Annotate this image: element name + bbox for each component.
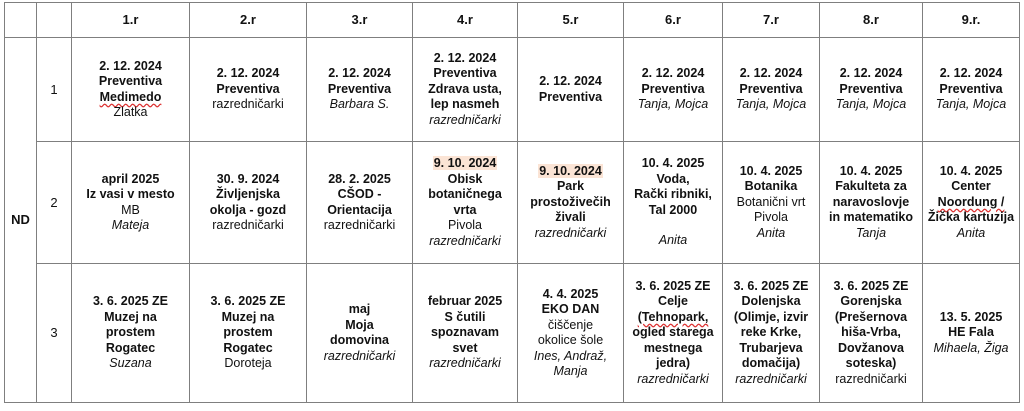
cell-line: 10. 4. 2025 bbox=[839, 163, 903, 178]
cell-line: Doroteja bbox=[224, 356, 272, 371]
activity-cell bbox=[413, 142, 518, 264]
cell-line: februar 2025 bbox=[427, 294, 503, 309]
cell-line: Zlatka bbox=[113, 105, 148, 119]
cell-line: živali bbox=[555, 210, 586, 225]
cell-line: razredničarki bbox=[429, 112, 501, 127]
activity-cell bbox=[820, 38, 923, 142]
cell-line: jedra) bbox=[655, 356, 691, 371]
cell-line: 2. 12. 2024 bbox=[739, 66, 803, 81]
cell-line: razredničarki bbox=[534, 225, 607, 240]
cell-line: 3. 6. 2025 ZE bbox=[833, 278, 909, 293]
activity-cell bbox=[307, 38, 413, 142]
cell-line: Anita bbox=[956, 225, 986, 240]
cell-line: 10. 4. 2025 bbox=[641, 156, 705, 171]
cell-line: Iz vasi v mesto bbox=[86, 187, 175, 201]
cell-line: 10. 4. 2025 bbox=[939, 163, 1003, 178]
cell-line: domovina bbox=[329, 333, 390, 347]
cell-line: maj bbox=[348, 302, 371, 316]
cell-line: (Olimje, izvir bbox=[733, 309, 809, 324]
cell-line: 3. 6. 2025 ZE bbox=[210, 294, 286, 309]
cell-line: april 2025 bbox=[101, 171, 160, 186]
cell-line: Preventiva bbox=[433, 66, 497, 81]
cell-line: Življenjska bbox=[216, 187, 280, 201]
activity-cell bbox=[723, 264, 820, 403]
cell-line: Botanični vrt bbox=[736, 194, 806, 209]
cell-line: Orientacija bbox=[327, 202, 392, 217]
cell-line: lep nasmeh bbox=[430, 97, 500, 112]
cell-line: CŠOD - bbox=[337, 187, 382, 201]
cell-line: 3. 6. 2025 ZE bbox=[733, 278, 809, 293]
activity-cell bbox=[624, 142, 723, 264]
cell-line: 10. 4. 2025 bbox=[739, 163, 803, 178]
cell-line: Tanja, Mojca bbox=[735, 97, 807, 112]
cell-line: Tanja, Mojca bbox=[935, 97, 1007, 112]
activity-cell bbox=[190, 264, 307, 403]
cell-line: Gorenjska bbox=[840, 294, 902, 309]
cell-line: Anita bbox=[756, 225, 786, 240]
cell-line: prostem bbox=[105, 325, 156, 340]
cell-spacer bbox=[626, 218, 720, 233]
cell-line: Žička kartuzija bbox=[927, 210, 1015, 225]
row-number: 1 bbox=[37, 38, 72, 142]
cell-line: razredničarki bbox=[212, 218, 284, 232]
header-grade-8: 8.r bbox=[820, 3, 923, 38]
cell-line: Dolenjska bbox=[741, 294, 801, 309]
cell-line: reke Krke, bbox=[740, 325, 802, 340]
cell-line: 30. 9. 2024 bbox=[216, 171, 280, 186]
activity-cell bbox=[723, 142, 820, 264]
cell-line: S čutili bbox=[444, 309, 486, 324]
cell-line: Rogatec bbox=[105, 340, 156, 355]
activity-cell bbox=[72, 142, 190, 264]
highlighted-date: 9. 10. 2024 bbox=[433, 156, 497, 170]
cell-line: Rački ribniki, bbox=[634, 187, 712, 202]
cell-line: svet bbox=[452, 340, 478, 355]
cell-line: okolja - gozd bbox=[209, 202, 287, 217]
activity-cell bbox=[624, 38, 723, 142]
cell-line: Manja bbox=[553, 364, 588, 378]
cell-line: Botanika bbox=[744, 179, 798, 194]
cell-line: Obisk bbox=[447, 171, 483, 186]
cell-line: razredničarki bbox=[212, 97, 284, 112]
cell-line bbox=[74, 90, 187, 106]
header-grade-7: 7.r bbox=[723, 3, 820, 38]
cell-line: Tanja, Mojca bbox=[835, 97, 907, 112]
cell-line: soteska) bbox=[845, 356, 897, 371]
activity-cell bbox=[820, 142, 923, 264]
cell-line: Rogatec bbox=[223, 340, 273, 355]
cell-line: ogled starega bbox=[632, 325, 714, 340]
cell-line: domačija) bbox=[741, 356, 801, 371]
cell-line bbox=[925, 195, 1017, 211]
cell-line: 3. 6. 2025 ZE bbox=[635, 278, 711, 293]
cell-line: hiša-Vrba, bbox=[841, 325, 901, 340]
cell-line: prostoživečih bbox=[530, 194, 611, 209]
cell-line: Preventiva bbox=[839, 81, 903, 96]
header-grade-9: 9.r. bbox=[923, 3, 1020, 38]
cell-line: Preventiva bbox=[939, 81, 1003, 96]
activity-cell bbox=[307, 264, 413, 403]
cell-line: naravoslovje bbox=[832, 194, 910, 209]
cell-line: 2. 12. 2024 bbox=[939, 66, 1003, 81]
schedule-row-2 bbox=[5, 142, 1020, 264]
group-label: ND bbox=[5, 38, 37, 403]
row-number: 3 bbox=[37, 264, 72, 403]
activity-cell bbox=[72, 38, 190, 142]
cell-line: 2. 12. 2024 bbox=[539, 74, 602, 88]
cell-line: HE Fala bbox=[948, 325, 994, 340]
cell-line: Celje bbox=[658, 294, 688, 309]
cell-line: Zdrava usta, bbox=[428, 81, 502, 96]
header-grade-6: 6.r bbox=[624, 3, 723, 38]
cell-line bbox=[626, 310, 720, 326]
cell-line: 2. 12. 2024 bbox=[839, 66, 903, 81]
cell-line: Preventiva bbox=[739, 81, 803, 96]
activity-cell bbox=[923, 38, 1020, 142]
cell-line: okolice šole bbox=[537, 333, 604, 347]
spellcheck-underlined-text: Noordung / bbox=[937, 194, 1005, 209]
activity-cell bbox=[190, 38, 307, 142]
cell-line: Preventiva bbox=[641, 81, 705, 96]
cell-line: Anita bbox=[658, 233, 688, 248]
activity-cell bbox=[518, 38, 624, 142]
header-grade-4: 4.r bbox=[413, 3, 518, 38]
cell-line: Voda, bbox=[656, 171, 690, 186]
cell-line: in matematiko bbox=[828, 210, 914, 225]
activity-cell bbox=[72, 264, 190, 403]
cell-line: Fakulteta za bbox=[835, 179, 907, 194]
cell-line: čiščenje bbox=[547, 317, 594, 332]
activity-cell bbox=[307, 142, 413, 264]
cell-line: 2. 12. 2024 bbox=[433, 50, 497, 65]
cell-line: Pivola bbox=[753, 210, 789, 225]
cell-line: Ines, Andraž, bbox=[533, 348, 608, 363]
cell-line: Muzej na bbox=[221, 309, 275, 324]
highlighted-date: 9. 10. 2024 bbox=[539, 163, 602, 178]
cell-line: prostem bbox=[223, 325, 273, 340]
schedule-row-1 bbox=[5, 38, 1020, 142]
header-row bbox=[5, 3, 1020, 38]
cell-line: Moja bbox=[345, 317, 374, 332]
cell-line: 28. 2. 2025 bbox=[328, 171, 391, 186]
spellcheck-underlined-text: (Tehnopark, bbox=[637, 309, 709, 324]
cell-line: Park bbox=[556, 179, 585, 194]
header-cell-num bbox=[37, 3, 72, 38]
cell-line: Dovžanova bbox=[838, 340, 904, 355]
activity-cell bbox=[190, 142, 307, 264]
cell-line: vrta bbox=[453, 202, 477, 217]
activity-cell bbox=[518, 142, 624, 264]
cell-line: razredničarki bbox=[835, 371, 907, 386]
cell-line: Preventiva bbox=[538, 89, 603, 104]
cell-line: 2. 12. 2024 bbox=[216, 66, 280, 81]
cell-line: MB bbox=[121, 202, 140, 217]
cell-line: Muzej na bbox=[104, 309, 157, 324]
activity-cell bbox=[518, 264, 624, 403]
cell-line: Tanja, Mojca bbox=[637, 97, 709, 112]
cell-line: Preventiva bbox=[98, 74, 163, 88]
cell-line: botaničnega bbox=[428, 187, 502, 201]
cell-line: razredničarki bbox=[323, 218, 396, 232]
schedule-row-3 bbox=[5, 264, 1020, 403]
cell-line: 2. 12. 2024 bbox=[641, 66, 705, 81]
cell-line: EKO DAN bbox=[541, 302, 600, 316]
cell-line bbox=[520, 164, 621, 180]
activity-cell bbox=[820, 264, 923, 403]
spellcheck-underlined-text: Medimedo bbox=[99, 89, 162, 104]
cell-line: razredničarki bbox=[429, 233, 501, 248]
activity-cell bbox=[413, 38, 518, 142]
cell-line: (Prešernova bbox=[834, 309, 908, 324]
cell-line: Tal 2000 bbox=[648, 202, 698, 217]
cell-line: Mateja bbox=[111, 218, 150, 232]
cell-line: 13. 5. 2025 bbox=[939, 309, 1003, 324]
activity-cell bbox=[413, 264, 518, 403]
cell-line: 4. 4. 2025 bbox=[542, 286, 599, 301]
activity-cell bbox=[624, 264, 723, 403]
cell-line: razredničarki bbox=[323, 348, 396, 363]
cell-line: Center bbox=[951, 179, 991, 194]
cell-line: 2. 12. 2024 bbox=[328, 66, 391, 81]
activity-cell bbox=[923, 142, 1020, 264]
header-grade-3: 3.r bbox=[307, 3, 413, 38]
cell-line: spoznavam bbox=[430, 325, 500, 340]
header-grade-5: 5.r bbox=[518, 3, 624, 38]
cell-line bbox=[415, 156, 515, 172]
cell-line: 2. 12. 2024 bbox=[99, 58, 162, 73]
cell-line: Preventiva bbox=[327, 81, 392, 96]
cell-line: Barbara S. bbox=[329, 97, 390, 112]
cell-line: Tanja bbox=[855, 225, 887, 240]
header-grade-1: 1.r bbox=[72, 3, 190, 38]
cell-line: Preventiva bbox=[216, 81, 280, 96]
activity-cell bbox=[723, 38, 820, 142]
cell-line: Pivola bbox=[447, 218, 483, 232]
header-grade-2: 2.r bbox=[190, 3, 307, 38]
cell-line: razredničarki bbox=[429, 356, 501, 371]
cell-line: Suzana bbox=[109, 356, 152, 371]
cell-line: razredničarki bbox=[735, 371, 807, 386]
activity-cell bbox=[923, 264, 1020, 403]
schedule-body bbox=[5, 38, 1020, 403]
header-cell-corner bbox=[5, 3, 37, 38]
cell-line: Trubarjeva bbox=[739, 340, 803, 355]
cell-line: 3. 6. 2025 ZE bbox=[92, 294, 169, 309]
cell-line: mestnega bbox=[643, 340, 703, 355]
row-number: 2 bbox=[37, 142, 72, 264]
cell-line: razredničarki bbox=[637, 371, 709, 386]
cell-line: Mihaela, Žiga bbox=[933, 340, 1009, 355]
schedule-table bbox=[4, 2, 1020, 403]
